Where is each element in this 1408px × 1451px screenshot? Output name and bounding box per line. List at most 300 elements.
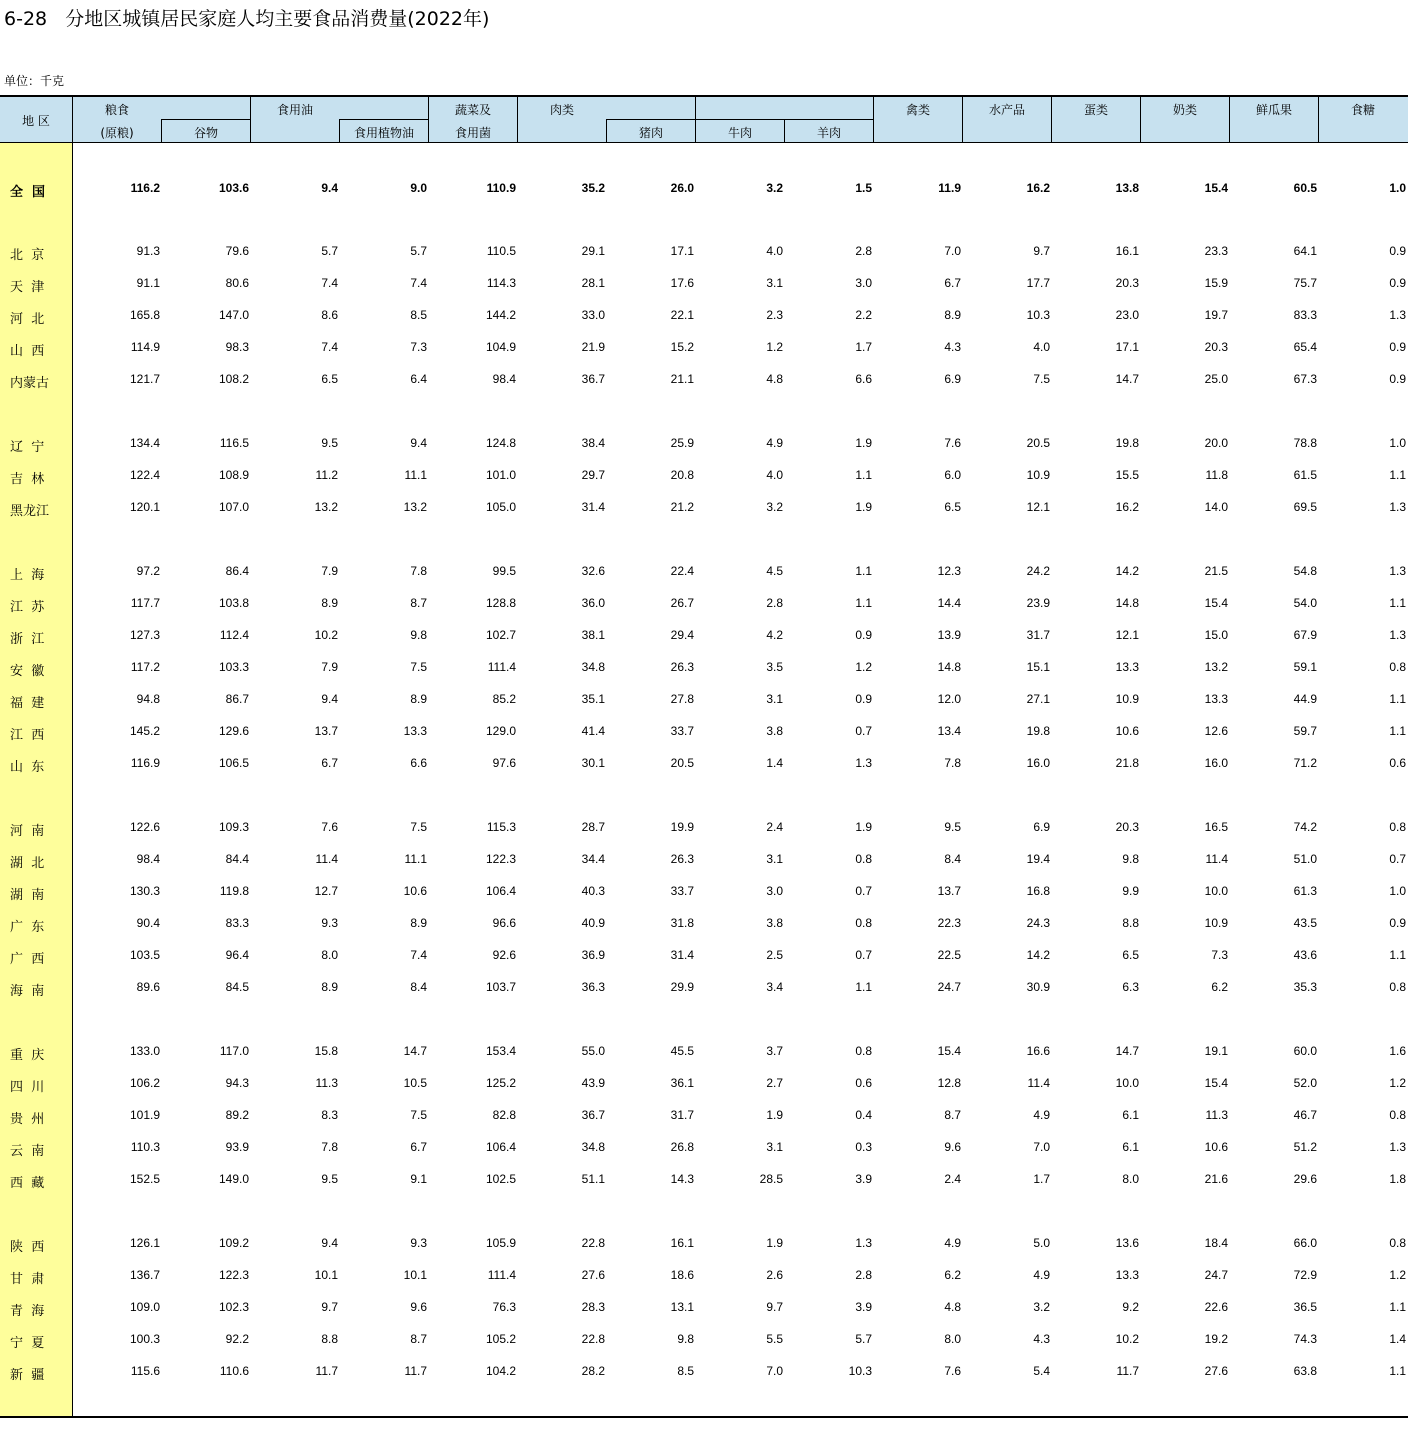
- value-cell: 29.9: [670, 980, 694, 994]
- value-cell: 19.1: [1204, 1044, 1228, 1058]
- value-cell: 16.5: [1204, 820, 1228, 834]
- value-cell: 3.2: [766, 181, 783, 195]
- value-cell: 1.9: [855, 820, 872, 834]
- value-cell: 12.1: [1115, 628, 1139, 642]
- value-cell: 51.1: [581, 1172, 605, 1186]
- value-cell: 9.4: [321, 692, 338, 706]
- value-cell: 15.4: [1204, 596, 1228, 610]
- value-cell: 1.8: [1389, 1172, 1406, 1186]
- value-cell: 40.9: [581, 916, 605, 930]
- value-cell: 5.7: [410, 244, 427, 258]
- value-cell: 1.0: [1389, 181, 1406, 195]
- value-cell: 0.8: [1389, 1108, 1406, 1122]
- value-cell: 9.3: [321, 916, 338, 930]
- value-cell: 2.7: [766, 1076, 783, 1090]
- value-cell: 109.3: [218, 820, 249, 834]
- value-cell: 9.3: [410, 1236, 427, 1250]
- value-cell: 0.9: [1389, 372, 1406, 386]
- value-cell: 54.0: [1293, 596, 1317, 610]
- value-cell: 126.1: [129, 1236, 160, 1250]
- value-cell: 9.7: [321, 1300, 338, 1314]
- value-cell: 34.8: [581, 1140, 605, 1154]
- value-cell: 3.7: [766, 1044, 783, 1058]
- value-cell: 28.7: [581, 820, 605, 834]
- value-cell: 5.5: [766, 1332, 783, 1346]
- value-cell: 153.4: [485, 1044, 516, 1058]
- value-cell: 1.1: [855, 980, 872, 994]
- value-cell: 3.1: [766, 276, 783, 290]
- value-cell: 1.9: [855, 500, 872, 514]
- value-cell: 0.7: [1389, 852, 1406, 866]
- value-cell: 9.9: [1122, 884, 1139, 898]
- value-cell: 1.1: [855, 564, 872, 578]
- value-cell: 14.7: [1115, 1044, 1139, 1058]
- value-cell: 12.1: [1026, 500, 1050, 514]
- value-cell: 7.8: [410, 564, 427, 578]
- value-cell: 34.8: [581, 660, 605, 674]
- value-cell: 11.8: [1205, 468, 1228, 482]
- value-cell: 7.5: [410, 820, 427, 834]
- value-cell: 112.4: [219, 628, 249, 642]
- value-cell: 60.0: [1293, 1044, 1317, 1058]
- region-name: 陕 西: [10, 1240, 45, 1255]
- header-dairy: 奶类: [1172, 103, 1197, 117]
- header-cereals: 谷物: [193, 126, 218, 140]
- value-cell: 14.4: [937, 596, 961, 610]
- value-cell: 91.3: [136, 244, 160, 258]
- value-cell: 108.2: [218, 372, 249, 386]
- value-cell: 21.2: [670, 500, 694, 514]
- value-cell: 9.4: [321, 1236, 338, 1250]
- value-cell: 3.8: [766, 724, 783, 738]
- value-cell: 52.0: [1293, 1076, 1317, 1090]
- value-cell: 11.4: [315, 852, 338, 866]
- value-cell: 22.4: [670, 564, 694, 578]
- value-cell: 6.6: [410, 756, 427, 770]
- value-cell: 1.1: [855, 596, 872, 610]
- value-cell: 10.5: [403, 1076, 427, 1090]
- value-cell: 20.5: [1026, 436, 1050, 450]
- region-name: 全 国: [10, 185, 46, 200]
- value-cell: 101.9: [129, 1108, 160, 1122]
- value-cell: 8.4: [410, 980, 427, 994]
- value-cell: 61.3: [1293, 884, 1317, 898]
- region-name: 河 南: [10, 824, 45, 839]
- value-cell: 43.6: [1293, 948, 1317, 962]
- col-divider-10: [962, 96, 963, 142]
- value-cell: 3.4: [766, 980, 783, 994]
- value-cell: 7.3: [1211, 948, 1228, 962]
- value-cell: 117.0: [219, 1044, 249, 1058]
- value-cell: 67.9: [1293, 628, 1317, 642]
- region-name: 云 南: [10, 1144, 45, 1159]
- value-cell: 4.8: [766, 372, 783, 386]
- value-cell: 16.2: [1026, 181, 1050, 195]
- value-cell: 12.3: [937, 564, 961, 578]
- value-cell: 7.3: [410, 340, 427, 354]
- value-cell: 6.7: [321, 756, 338, 770]
- value-cell: 102.3: [218, 1300, 249, 1314]
- value-cell: 9.7: [1033, 244, 1050, 258]
- value-cell: 10.3: [848, 1364, 872, 1378]
- value-cell: 15.8: [314, 1044, 338, 1058]
- value-cell: 33.0: [581, 308, 605, 322]
- value-cell: 2.8: [855, 1268, 872, 1282]
- value-cell: 130.3: [129, 884, 160, 898]
- value-cell: 11.3: [315, 1076, 338, 1090]
- value-cell: 12.0: [937, 692, 961, 706]
- value-cell: 7.4: [321, 276, 338, 290]
- header-raw-grain: (原粮): [100, 126, 134, 140]
- value-cell: 7.6: [321, 820, 338, 834]
- region-column-background: [0, 143, 72, 1418]
- value-cell: 6.1: [1122, 1140, 1139, 1154]
- value-cell: 1.1: [1389, 724, 1406, 738]
- value-cell: 3.0: [855, 276, 872, 290]
- value-cell: 129.6: [218, 724, 249, 738]
- value-cell: 26.8: [670, 1140, 694, 1154]
- value-cell: 104.2: [485, 1364, 516, 1378]
- value-cell: 7.8: [944, 756, 961, 770]
- value-cell: 9.8: [410, 628, 427, 642]
- value-cell: 14.2: [1026, 948, 1050, 962]
- value-cell: 10.9: [1115, 692, 1139, 706]
- value-cell: 116.5: [219, 436, 249, 450]
- value-cell: 10.0: [1204, 884, 1228, 898]
- region-name: 重 庆: [10, 1048, 45, 1063]
- value-cell: 7.0: [766, 1364, 783, 1378]
- value-cell: 1.0: [1389, 884, 1406, 898]
- value-cell: 6.7: [944, 276, 961, 290]
- value-cell: 103.6: [218, 181, 249, 195]
- value-cell: 41.4: [581, 724, 605, 738]
- value-cell: 13.2: [403, 500, 427, 514]
- value-cell: 8.9: [321, 596, 338, 610]
- value-cell: 2.2: [855, 308, 872, 322]
- value-cell: 35.1: [581, 692, 605, 706]
- value-cell: 6.0: [944, 468, 961, 482]
- value-cell: 1.5: [855, 181, 872, 195]
- value-cell: 3.9: [855, 1172, 872, 1186]
- value-cell: 23.9: [1026, 596, 1050, 610]
- value-cell: 6.7: [410, 1140, 427, 1154]
- value-cell: 36.5: [1293, 1300, 1317, 1314]
- value-cell: 1.9: [766, 1236, 783, 1250]
- value-cell: 10.6: [1204, 1140, 1228, 1154]
- value-cell: 65.4: [1293, 340, 1317, 354]
- value-cell: 8.5: [410, 308, 427, 322]
- value-cell: 0.7: [855, 884, 872, 898]
- header-bottom-border: [0, 142, 1408, 143]
- value-cell: 13.2: [1204, 660, 1228, 674]
- value-cell: 133.0: [129, 1044, 160, 1058]
- value-cell: 7.4: [410, 948, 427, 962]
- value-cell: 1.3: [1389, 628, 1406, 642]
- value-cell: 1.0: [1389, 436, 1406, 450]
- value-cell: 125.2: [485, 1076, 516, 1090]
- value-cell: 6.5: [944, 500, 961, 514]
- region-name: 青 海: [10, 1304, 45, 1319]
- value-cell: 74.3: [1293, 1332, 1317, 1346]
- value-cell: 36.1: [670, 1076, 694, 1090]
- value-cell: 1.1: [1389, 1300, 1406, 1314]
- value-cell: 10.1: [403, 1268, 427, 1282]
- value-cell: 6.9: [944, 372, 961, 386]
- value-cell: 2.4: [766, 820, 783, 834]
- header-split-oil: [339, 119, 428, 120]
- value-cell: 27.6: [581, 1268, 605, 1282]
- value-cell: 105.2: [485, 1332, 516, 1346]
- value-cell: 117.7: [130, 596, 160, 610]
- value-cell: 9.6: [944, 1140, 961, 1154]
- value-cell: 127.3: [129, 628, 160, 642]
- value-cell: 6.2: [1211, 980, 1228, 994]
- value-cell: 20.5: [670, 756, 694, 770]
- value-cell: 15.9: [1204, 276, 1228, 290]
- value-cell: 3.1: [766, 852, 783, 866]
- value-cell: 2.4: [944, 1172, 961, 1186]
- region-name: 辽 宁: [10, 440, 45, 455]
- value-cell: 122.4: [129, 468, 160, 482]
- value-cell: 34.4: [581, 852, 605, 866]
- value-cell: 103.7: [485, 980, 516, 994]
- region-name: 吉 林: [10, 472, 45, 487]
- value-cell: 38.4: [581, 436, 605, 450]
- value-cell: 7.9: [321, 564, 338, 578]
- value-cell: 111.4: [487, 1268, 516, 1282]
- value-cell: 92.2: [225, 1332, 249, 1346]
- value-cell: 1.3: [855, 1236, 872, 1250]
- value-cell: 2.5: [766, 948, 783, 962]
- header-fungi: 食用菌: [454, 126, 491, 140]
- value-cell: 122.3: [485, 852, 516, 866]
- value-cell: 55.0: [581, 1044, 605, 1058]
- region-name: 贵 州: [10, 1112, 45, 1127]
- value-cell: 144.2: [485, 308, 516, 322]
- value-cell: 9.5: [321, 436, 338, 450]
- value-cell: 8.0: [1122, 1172, 1139, 1186]
- value-cell: 28.2: [581, 1364, 605, 1378]
- value-cell: 103.3: [218, 660, 249, 674]
- value-cell: 11.1: [404, 852, 427, 866]
- region-name: 湖 南: [10, 888, 45, 903]
- value-cell: 19.9: [670, 820, 694, 834]
- value-cell: 26.3: [670, 852, 694, 866]
- value-cell: 12.8: [937, 1076, 961, 1090]
- value-cell: 10.9: [1204, 916, 1228, 930]
- value-cell: 43.5: [1293, 916, 1317, 930]
- value-cell: 15.4: [937, 1044, 961, 1058]
- col-divider-13: [1229, 96, 1230, 142]
- header-poultry: 禽类: [905, 103, 930, 117]
- value-cell: 64.1: [1293, 244, 1317, 258]
- value-cell: 24.7: [937, 980, 961, 994]
- value-cell: 11.4: [1027, 1076, 1050, 1090]
- value-cell: 116.9: [130, 756, 160, 770]
- value-cell: 0.8: [855, 1044, 872, 1058]
- value-cell: 83.3: [1293, 308, 1317, 322]
- value-cell: 14.7: [1115, 372, 1139, 386]
- value-cell: 10.3: [1026, 308, 1050, 322]
- value-cell: 5.7: [855, 1332, 872, 1346]
- region-name: 安 徽: [10, 664, 45, 679]
- value-cell: 23.0: [1115, 308, 1139, 322]
- value-cell: 36.7: [581, 372, 605, 386]
- value-cell: 1.1: [1389, 948, 1406, 962]
- value-cell: 11.7: [404, 1364, 427, 1378]
- value-cell: 85.2: [492, 692, 516, 706]
- region-name: 北 京: [10, 248, 45, 263]
- value-cell: 9.1: [410, 1172, 427, 1186]
- value-cell: 31.8: [670, 916, 694, 930]
- value-cell: 7.0: [944, 244, 961, 258]
- value-cell: 6.2: [944, 1268, 961, 1282]
- value-cell: 106.4: [485, 1140, 516, 1154]
- value-cell: 7.0: [1033, 1140, 1050, 1154]
- value-cell: 0.8: [855, 916, 872, 930]
- value-cell: 6.5: [1122, 948, 1139, 962]
- value-cell: 0.8: [855, 852, 872, 866]
- value-cell: 0.9: [855, 628, 872, 642]
- value-cell: 1.1: [1389, 596, 1406, 610]
- region-name: 江 西: [10, 728, 45, 743]
- value-cell: 54.8: [1293, 564, 1317, 578]
- value-cell: 115.3: [486, 820, 516, 834]
- value-cell: 15.1: [1026, 660, 1050, 674]
- value-cell: 26.0: [670, 181, 694, 195]
- value-cell: 22.8: [581, 1332, 605, 1346]
- value-cell: 30.1: [581, 756, 605, 770]
- value-cell: 22.1: [670, 308, 694, 322]
- col-divider-1: [161, 119, 162, 142]
- value-cell: 16.0: [1204, 756, 1228, 770]
- col-divider-3: [339, 119, 340, 142]
- value-cell: 13.2: [314, 500, 338, 514]
- value-cell: 99.5: [492, 564, 516, 578]
- value-cell: 29.6: [1293, 1172, 1317, 1186]
- value-cell: 38.1: [581, 628, 605, 642]
- value-cell: 102.5: [485, 1172, 516, 1186]
- value-cell: 5.7: [321, 244, 338, 258]
- value-cell: 114.9: [130, 340, 160, 354]
- value-cell: 9.6: [410, 1300, 427, 1314]
- value-cell: 96.4: [225, 948, 249, 962]
- value-cell: 116.2: [130, 181, 160, 195]
- value-cell: 4.9: [1033, 1268, 1050, 1282]
- value-cell: 3.1: [766, 1140, 783, 1154]
- value-cell: 22.5: [937, 948, 961, 962]
- value-cell: 9.4: [321, 181, 338, 195]
- value-cell: 1.3: [1389, 500, 1406, 514]
- value-cell: 109.0: [129, 1300, 160, 1314]
- value-cell: 98.4: [492, 372, 516, 386]
- col-divider-12: [1140, 96, 1141, 142]
- value-cell: 0.8: [1389, 980, 1406, 994]
- value-cell: 6.4: [410, 372, 427, 386]
- value-cell: 10.2: [314, 628, 338, 642]
- header-beef: 牛肉: [727, 126, 752, 140]
- value-cell: 26.3: [670, 660, 694, 674]
- header-aquatic: 水产品: [988, 103, 1025, 117]
- value-cell: 21.1: [670, 372, 694, 386]
- value-cell: 3.2: [1033, 1300, 1050, 1314]
- col-divider-2: [250, 96, 251, 142]
- value-cell: 7.5: [410, 660, 427, 674]
- value-cell: 8.9: [410, 692, 427, 706]
- header-sugar: 食糖: [1350, 103, 1375, 117]
- value-cell: 0.9: [1389, 244, 1406, 258]
- value-cell: 24.3: [1026, 916, 1050, 930]
- col-divider-7: [695, 96, 696, 142]
- value-cell: 120.1: [129, 500, 160, 514]
- value-cell: 19.7: [1204, 308, 1228, 322]
- value-cell: 11.4: [1205, 852, 1228, 866]
- col-divider-5: [517, 96, 518, 142]
- value-cell: 110.3: [130, 1140, 160, 1154]
- value-cell: 13.3: [1115, 1268, 1139, 1282]
- region-name: 广 东: [10, 920, 45, 935]
- header-mutton: 羊肉: [816, 126, 841, 140]
- value-cell: 79.6: [225, 244, 249, 258]
- value-cell: 115.6: [130, 1364, 160, 1378]
- value-cell: 110.5: [486, 244, 516, 258]
- value-cell: 36.7: [581, 1108, 605, 1122]
- value-cell: 93.9: [225, 1140, 249, 1154]
- header-pork: 猪肉: [638, 126, 663, 140]
- value-cell: 29.7: [581, 468, 605, 482]
- col-divider-8: [784, 119, 785, 142]
- value-cell: 14.0: [1204, 500, 1228, 514]
- value-cell: 10.1: [314, 1268, 338, 1282]
- value-cell: 13.3: [403, 724, 427, 738]
- value-cell: 10.6: [1115, 724, 1139, 738]
- value-cell: 82.8: [492, 1108, 516, 1122]
- value-cell: 67.3: [1293, 372, 1317, 386]
- value-cell: 119.8: [219, 884, 249, 898]
- value-cell: 0.9: [1389, 276, 1406, 290]
- region-name: 浙 江: [10, 632, 45, 647]
- value-cell: 110.6: [219, 1364, 249, 1378]
- value-cell: 8.8: [321, 1332, 338, 1346]
- value-cell: 165.8: [129, 308, 160, 322]
- value-cell: 98.3: [225, 340, 249, 354]
- value-cell: 19.4: [1026, 852, 1050, 866]
- value-cell: 7.6: [944, 436, 961, 450]
- value-cell: 4.8: [944, 1300, 961, 1314]
- value-cell: 15.4: [1204, 181, 1228, 195]
- value-cell: 129.0: [485, 724, 516, 738]
- value-cell: 7.9: [321, 660, 338, 674]
- value-cell: 8.9: [410, 916, 427, 930]
- value-cell: 0.9: [1389, 916, 1406, 930]
- value-cell: 19.8: [1115, 436, 1139, 450]
- value-cell: 13.4: [937, 724, 961, 738]
- value-cell: 106.4: [485, 884, 516, 898]
- header-veg-oil: 食用植物油: [353, 126, 414, 140]
- col-divider-11: [1051, 96, 1052, 142]
- value-cell: 71.2: [1293, 756, 1317, 770]
- value-cell: 20.3: [1115, 820, 1139, 834]
- value-cell: 114.3: [486, 276, 516, 290]
- value-cell: 1.1: [855, 468, 872, 482]
- value-cell: 78.8: [1293, 436, 1317, 450]
- value-cell: 12.7: [314, 884, 338, 898]
- value-cell: 2.3: [766, 308, 783, 322]
- value-cell: 1.2: [1389, 1268, 1406, 1282]
- unit-label: 单位：千克: [4, 74, 65, 88]
- value-cell: 16.8: [1026, 884, 1050, 898]
- value-cell: 3.8: [766, 916, 783, 930]
